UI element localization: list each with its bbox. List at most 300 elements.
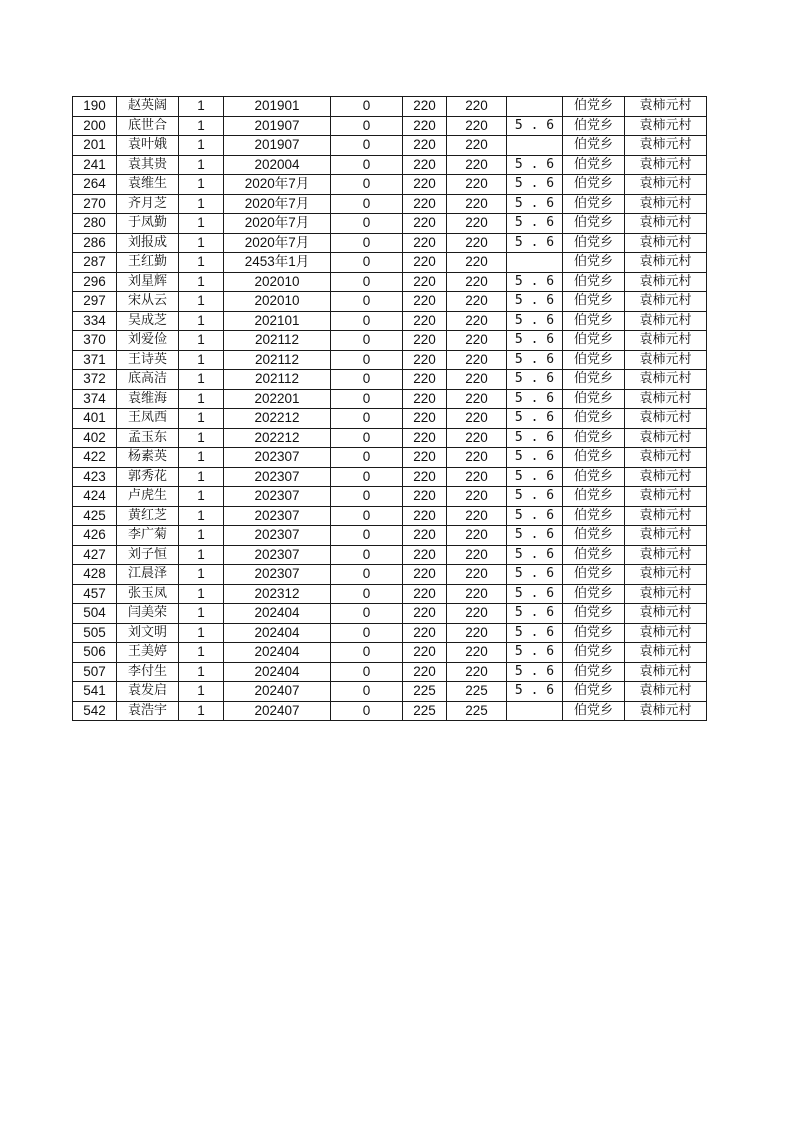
cell-row-id: 287 [73, 253, 117, 273]
cell-township: 伯党乡 [563, 292, 625, 312]
cell-count: 1 [179, 155, 224, 175]
cell-township: 伯党乡 [563, 370, 625, 390]
table-row [73, 272, 707, 292]
table-row [73, 155, 707, 175]
cell-amount-b: 220 [447, 155, 507, 175]
cell-amount-b: 220 [447, 233, 507, 253]
cell-rate: 5 . 6 [507, 623, 563, 643]
cell-rate: 5 . 6 [507, 487, 563, 507]
cell-value-a: 0 [331, 643, 403, 663]
cell-name: 杨素英 [117, 448, 179, 468]
cell-count: 1 [179, 233, 224, 253]
cell-count: 1 [179, 389, 224, 409]
cell-amount-a: 220 [403, 233, 447, 253]
cell-date: 2453年1月 [224, 253, 331, 273]
cell-village: 袁柿元村 [625, 662, 707, 682]
cell-date: 2020年7月 [224, 175, 331, 195]
cell-name: 齐月芝 [117, 194, 179, 214]
cell-value-a: 0 [331, 545, 403, 565]
data-table [72, 96, 707, 721]
cell-amount-a: 220 [403, 623, 447, 643]
table-row [73, 545, 707, 565]
cell-rate: 5 . 6 [507, 214, 563, 234]
cell-amount-a: 220 [403, 292, 447, 312]
cell-village: 袁柿元村 [625, 292, 707, 312]
cell-amount-a: 220 [403, 389, 447, 409]
cell-rate: 5 . 6 [507, 428, 563, 448]
cell-count: 1 [179, 428, 224, 448]
cell-date: 202404 [224, 604, 331, 624]
cell-amount-b: 220 [447, 467, 507, 487]
cell-date: 202307 [224, 545, 331, 565]
cell-village: 袁柿元村 [625, 253, 707, 273]
cell-rate: 5 . 6 [507, 643, 563, 663]
cell-village: 袁柿元村 [625, 175, 707, 195]
cell-name: 张玉凤 [117, 584, 179, 604]
table-row [73, 253, 707, 273]
cell-amount-a: 220 [403, 584, 447, 604]
cell-township: 伯党乡 [563, 643, 625, 663]
cell-village: 袁柿元村 [625, 506, 707, 526]
cell-count: 1 [179, 448, 224, 468]
table-row [73, 97, 707, 117]
cell-name: 江晨泽 [117, 565, 179, 585]
cell-amount-b: 220 [447, 311, 507, 331]
cell-name: 袁叶娥 [117, 136, 179, 156]
cell-name: 卢虎生 [117, 487, 179, 507]
cell-rate: 5 . 6 [507, 350, 563, 370]
cell-village: 袁柿元村 [625, 448, 707, 468]
cell-name: 于凤勤 [117, 214, 179, 234]
cell-count: 1 [179, 175, 224, 195]
cell-township: 伯党乡 [563, 136, 625, 156]
cell-amount-b: 220 [447, 662, 507, 682]
cell-amount-b: 225 [447, 701, 507, 721]
cell-row-id: 370 [73, 331, 117, 351]
cell-township: 伯党乡 [563, 272, 625, 292]
cell-township: 伯党乡 [563, 448, 625, 468]
table-row [73, 604, 707, 624]
cell-village: 袁柿元村 [625, 389, 707, 409]
cell-count: 1 [179, 701, 224, 721]
cell-value-a: 0 [331, 272, 403, 292]
cell-township: 伯党乡 [563, 506, 625, 526]
cell-township: 伯党乡 [563, 682, 625, 702]
cell-count: 1 [179, 370, 224, 390]
cell-date: 202307 [224, 526, 331, 546]
cell-rate [507, 136, 563, 156]
cell-date: 202307 [224, 487, 331, 507]
table-row [73, 194, 707, 214]
table-row [73, 643, 707, 663]
table-row [73, 467, 707, 487]
table-row [73, 428, 707, 448]
cell-amount-b: 220 [447, 584, 507, 604]
cell-row-id: 422 [73, 448, 117, 468]
cell-row-id: 371 [73, 350, 117, 370]
cell-value-a: 0 [331, 292, 403, 312]
cell-name: 李广菊 [117, 526, 179, 546]
cell-name: 闫美荣 [117, 604, 179, 624]
cell-name: 袁其贵 [117, 155, 179, 175]
cell-name: 袁维生 [117, 175, 179, 195]
cell-date: 202307 [224, 506, 331, 526]
cell-village: 袁柿元村 [625, 584, 707, 604]
cell-value-a: 0 [331, 623, 403, 643]
cell-amount-b: 220 [447, 448, 507, 468]
cell-value-a: 0 [331, 194, 403, 214]
cell-amount-b: 220 [447, 604, 507, 624]
cell-count: 1 [179, 545, 224, 565]
cell-rate: 5 . 6 [507, 604, 563, 624]
cell-village: 袁柿元村 [625, 467, 707, 487]
cell-row-id: 270 [73, 194, 117, 214]
cell-count: 1 [179, 467, 224, 487]
table-row [73, 623, 707, 643]
cell-name: 黄红芝 [117, 506, 179, 526]
cell-amount-b: 220 [447, 487, 507, 507]
cell-amount-a: 220 [403, 545, 447, 565]
cell-rate [507, 701, 563, 721]
cell-amount-b: 220 [447, 565, 507, 585]
cell-amount-a: 220 [403, 116, 447, 136]
table-row [73, 662, 707, 682]
cell-village: 袁柿元村 [625, 272, 707, 292]
cell-township: 伯党乡 [563, 214, 625, 234]
cell-township: 伯党乡 [563, 604, 625, 624]
cell-row-id: 506 [73, 643, 117, 663]
cell-amount-a: 220 [403, 350, 447, 370]
cell-amount-b: 220 [447, 272, 507, 292]
cell-township: 伯党乡 [563, 175, 625, 195]
cell-value-a: 0 [331, 662, 403, 682]
cell-rate: 5 . 6 [507, 506, 563, 526]
cell-village: 袁柿元村 [625, 136, 707, 156]
cell-count: 1 [179, 623, 224, 643]
cell-amount-b: 220 [447, 428, 507, 448]
table-body [73, 97, 707, 721]
cell-amount-a: 220 [403, 604, 447, 624]
cell-row-id: 286 [73, 233, 117, 253]
cell-value-a: 0 [331, 233, 403, 253]
cell-value-a: 0 [331, 311, 403, 331]
cell-township: 伯党乡 [563, 662, 625, 682]
cell-rate: 5 . 6 [507, 370, 563, 390]
cell-amount-a: 220 [403, 155, 447, 175]
cell-name: 李付生 [117, 662, 179, 682]
cell-rate: 5 . 6 [507, 565, 563, 585]
cell-village: 袁柿元村 [625, 565, 707, 585]
cell-village: 袁柿元村 [625, 643, 707, 663]
cell-date: 202407 [224, 682, 331, 702]
cell-amount-a: 220 [403, 409, 447, 429]
cell-name: 郭秀花 [117, 467, 179, 487]
cell-village: 袁柿元村 [625, 311, 707, 331]
cell-date: 202404 [224, 623, 331, 643]
cell-village: 袁柿元村 [625, 331, 707, 351]
cell-amount-b: 220 [447, 331, 507, 351]
cell-value-a: 0 [331, 331, 403, 351]
cell-amount-a: 220 [403, 214, 447, 234]
cell-row-id: 201 [73, 136, 117, 156]
cell-date: 202004 [224, 155, 331, 175]
cell-rate [507, 253, 563, 273]
table-row [73, 487, 707, 507]
cell-date: 201907 [224, 136, 331, 156]
cell-date: 202312 [224, 584, 331, 604]
cell-village: 袁柿元村 [625, 487, 707, 507]
table-row [73, 311, 707, 331]
cell-date: 202212 [224, 409, 331, 429]
table-row [73, 350, 707, 370]
cell-rate: 5 . 6 [507, 311, 563, 331]
cell-township: 伯党乡 [563, 116, 625, 136]
cell-date: 202010 [224, 292, 331, 312]
cell-rate: 5 . 6 [507, 545, 563, 565]
cell-count: 1 [179, 116, 224, 136]
cell-name: 刘子恒 [117, 545, 179, 565]
cell-value-a: 0 [331, 370, 403, 390]
cell-count: 1 [179, 526, 224, 546]
cell-name: 王红勤 [117, 253, 179, 273]
table-row [73, 682, 707, 702]
cell-township: 伯党乡 [563, 331, 625, 351]
cell-rate: 5 . 6 [507, 682, 563, 702]
cell-date: 202010 [224, 272, 331, 292]
cell-amount-a: 220 [403, 506, 447, 526]
cell-rate [507, 97, 563, 117]
cell-rate: 5 . 6 [507, 292, 563, 312]
cell-row-id: 401 [73, 409, 117, 429]
cell-amount-b: 220 [447, 175, 507, 195]
cell-date: 202112 [224, 331, 331, 351]
cell-amount-a: 225 [403, 682, 447, 702]
cell-name: 底世合 [117, 116, 179, 136]
cell-count: 1 [179, 253, 224, 273]
cell-name: 刘爱俭 [117, 331, 179, 351]
table-row [73, 584, 707, 604]
cell-row-id: 426 [73, 526, 117, 546]
cell-name: 底高洁 [117, 370, 179, 390]
cell-row-id: 334 [73, 311, 117, 331]
cell-row-id: 507 [73, 662, 117, 682]
cell-township: 伯党乡 [563, 701, 625, 721]
cell-village: 袁柿元村 [625, 97, 707, 117]
cell-amount-a: 225 [403, 701, 447, 721]
cell-name: 赵英阔 [117, 97, 179, 117]
cell-date: 201901 [224, 97, 331, 117]
table-row [73, 214, 707, 234]
cell-name: 刘报成 [117, 233, 179, 253]
cell-count: 1 [179, 643, 224, 663]
cell-rate: 5 . 6 [507, 155, 563, 175]
cell-village: 袁柿元村 [625, 214, 707, 234]
cell-row-id: 280 [73, 214, 117, 234]
cell-count: 1 [179, 565, 224, 585]
cell-name: 袁发启 [117, 682, 179, 702]
cell-value-a: 0 [331, 136, 403, 156]
cell-date: 202101 [224, 311, 331, 331]
cell-amount-a: 220 [403, 136, 447, 156]
table-row [73, 701, 707, 721]
cell-date: 202407 [224, 701, 331, 721]
cell-date: 2020年7月 [224, 233, 331, 253]
cell-value-a: 0 [331, 487, 403, 507]
table-row [73, 331, 707, 351]
cell-township: 伯党乡 [563, 253, 625, 273]
cell-township: 伯党乡 [563, 389, 625, 409]
cell-township: 伯党乡 [563, 526, 625, 546]
cell-count: 1 [179, 506, 224, 526]
cell-name: 王凤西 [117, 409, 179, 429]
cell-village: 袁柿元村 [625, 370, 707, 390]
cell-township: 伯党乡 [563, 194, 625, 214]
cell-amount-a: 220 [403, 370, 447, 390]
cell-amount-b: 220 [447, 194, 507, 214]
cell-amount-b: 220 [447, 292, 507, 312]
cell-rate: 5 . 6 [507, 584, 563, 604]
cell-village: 袁柿元村 [625, 116, 707, 136]
cell-amount-a: 220 [403, 467, 447, 487]
cell-row-id: 190 [73, 97, 117, 117]
cell-amount-a: 220 [403, 448, 447, 468]
cell-value-a: 0 [331, 175, 403, 195]
cell-amount-b: 220 [447, 545, 507, 565]
cell-township: 伯党乡 [563, 233, 625, 253]
cell-value-a: 0 [331, 584, 403, 604]
cell-amount-b: 220 [447, 350, 507, 370]
cell-date: 202404 [224, 643, 331, 663]
cell-amount-a: 220 [403, 194, 447, 214]
cell-amount-b: 220 [447, 506, 507, 526]
cell-row-id: 541 [73, 682, 117, 702]
cell-village: 袁柿元村 [625, 526, 707, 546]
table-row [73, 292, 707, 312]
cell-amount-a: 220 [403, 643, 447, 663]
cell-row-id: 428 [73, 565, 117, 585]
cell-amount-b: 220 [447, 97, 507, 117]
cell-count: 1 [179, 409, 224, 429]
cell-count: 1 [179, 604, 224, 624]
cell-row-id: 264 [73, 175, 117, 195]
cell-rate: 5 . 6 [507, 331, 563, 351]
cell-count: 1 [179, 272, 224, 292]
cell-amount-b: 220 [447, 136, 507, 156]
cell-name: 吴成芝 [117, 311, 179, 331]
cell-amount-a: 220 [403, 331, 447, 351]
cell-rate: 5 . 6 [507, 175, 563, 195]
cell-value-a: 0 [331, 409, 403, 429]
cell-value-a: 0 [331, 214, 403, 234]
cell-rate: 5 . 6 [507, 272, 563, 292]
cell-village: 袁柿元村 [625, 682, 707, 702]
cell-value-a: 0 [331, 526, 403, 546]
table-row [73, 175, 707, 195]
table-row [73, 136, 707, 156]
table-row [73, 565, 707, 585]
cell-name: 刘星辉 [117, 272, 179, 292]
cell-village: 袁柿元村 [625, 194, 707, 214]
cell-row-id: 372 [73, 370, 117, 390]
cell-name: 孟玉东 [117, 428, 179, 448]
cell-amount-b: 220 [447, 370, 507, 390]
cell-row-id: 423 [73, 467, 117, 487]
cell-row-id: 505 [73, 623, 117, 643]
cell-rate: 5 . 6 [507, 194, 563, 214]
cell-value-a: 0 [331, 428, 403, 448]
cell-township: 伯党乡 [563, 311, 625, 331]
cell-township: 伯党乡 [563, 97, 625, 117]
table-row [73, 506, 707, 526]
cell-date: 202307 [224, 467, 331, 487]
cell-village: 袁柿元村 [625, 350, 707, 370]
cell-value-a: 0 [331, 97, 403, 117]
cell-amount-a: 220 [403, 253, 447, 273]
cell-count: 1 [179, 662, 224, 682]
cell-township: 伯党乡 [563, 487, 625, 507]
cell-row-id: 542 [73, 701, 117, 721]
cell-value-a: 0 [331, 116, 403, 136]
cell-value-a: 0 [331, 604, 403, 624]
cell-count: 1 [179, 311, 224, 331]
cell-date: 202112 [224, 350, 331, 370]
cell-village: 袁柿元村 [625, 604, 707, 624]
cell-amount-b: 225 [447, 682, 507, 702]
cell-township: 伯党乡 [563, 467, 625, 487]
cell-date: 202112 [224, 370, 331, 390]
cell-amount-b: 220 [447, 623, 507, 643]
cell-rate: 5 . 6 [507, 662, 563, 682]
cell-value-a: 0 [331, 448, 403, 468]
cell-rate: 5 . 6 [507, 448, 563, 468]
cell-amount-a: 220 [403, 662, 447, 682]
cell-row-id: 504 [73, 604, 117, 624]
cell-row-id: 427 [73, 545, 117, 565]
cell-count: 1 [179, 136, 224, 156]
cell-row-id: 200 [73, 116, 117, 136]
cell-township: 伯党乡 [563, 155, 625, 175]
cell-township: 伯党乡 [563, 565, 625, 585]
cell-township: 伯党乡 [563, 409, 625, 429]
cell-amount-b: 220 [447, 409, 507, 429]
cell-amount-b: 220 [447, 253, 507, 273]
cell-township: 伯党乡 [563, 545, 625, 565]
cell-township: 伯党乡 [563, 623, 625, 643]
table-row [73, 448, 707, 468]
cell-count: 1 [179, 682, 224, 702]
cell-amount-b: 220 [447, 526, 507, 546]
table-row [73, 389, 707, 409]
cell-amount-a: 220 [403, 428, 447, 448]
cell-date: 2020年7月 [224, 214, 331, 234]
cell-rate: 5 . 6 [507, 116, 563, 136]
cell-name: 王诗英 [117, 350, 179, 370]
cell-value-a: 0 [331, 253, 403, 273]
cell-rate: 5 . 6 [507, 233, 563, 253]
cell-amount-a: 220 [403, 175, 447, 195]
cell-village: 袁柿元村 [625, 409, 707, 429]
cell-village: 袁柿元村 [625, 233, 707, 253]
cell-amount-a: 220 [403, 526, 447, 546]
cell-row-id: 297 [73, 292, 117, 312]
cell-village: 袁柿元村 [625, 623, 707, 643]
cell-row-id: 425 [73, 506, 117, 526]
cell-date: 202404 [224, 662, 331, 682]
cell-village: 袁柿元村 [625, 155, 707, 175]
cell-count: 1 [179, 214, 224, 234]
cell-count: 1 [179, 584, 224, 604]
cell-count: 1 [179, 331, 224, 351]
